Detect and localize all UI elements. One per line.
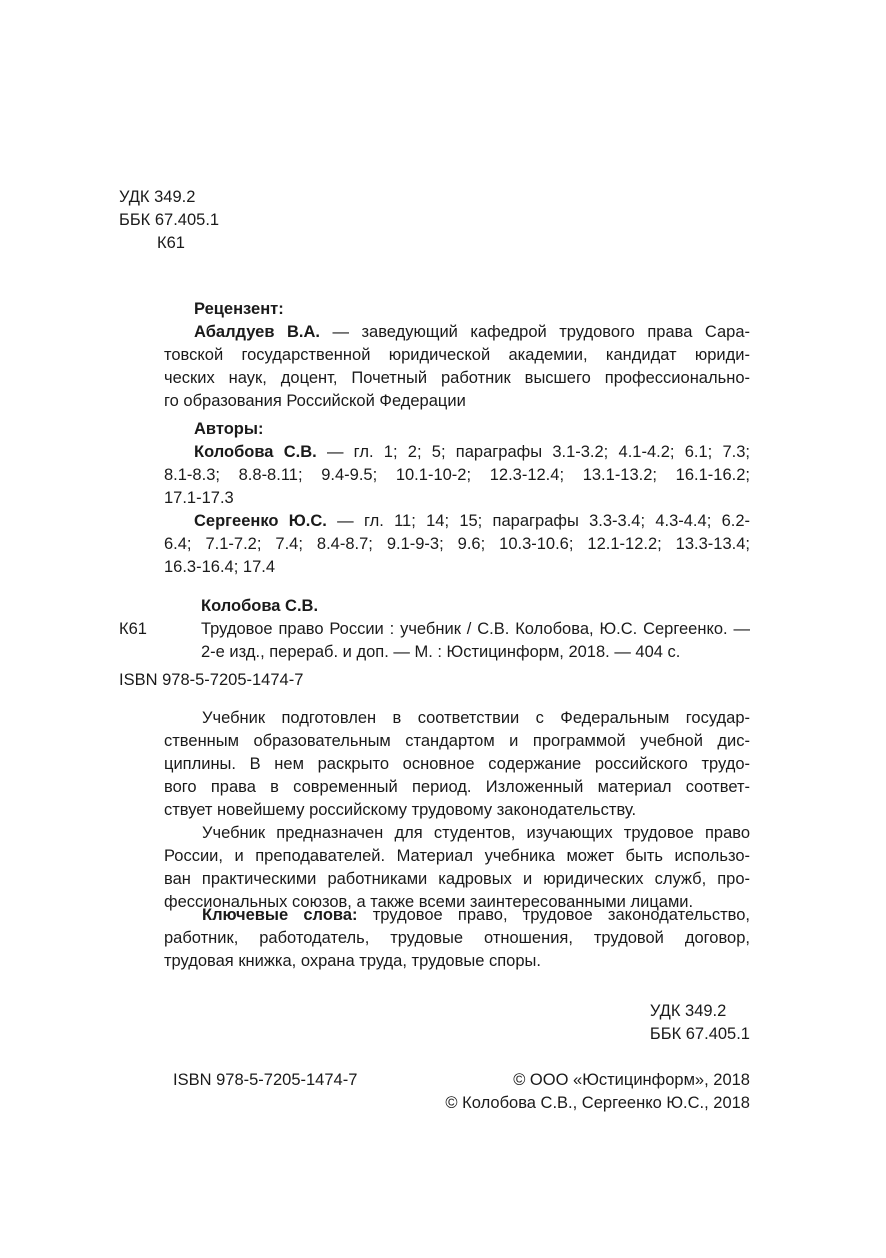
reviewer-section: [164, 298, 750, 413]
biblio-description: [201, 618, 750, 664]
keywords-line: трудовое право, трудовое законодательство,: [357, 906, 750, 924]
author-chapters: 16.3-16.4; 17.4: [164, 558, 276, 576]
reviewer-name: Абалдуев В.А.: [194, 323, 320, 341]
annotation-line: России, и преподавателей. Материал учебника может быть использо-: [164, 847, 750, 865]
author-chapters: 8.1-8.3; 8.8-8.11; 9.4-9.5; 10.1-10-2; 12.3-12.4; 13.1-13.2; 16.1-16.2;: [164, 466, 750, 484]
reviewer-text-line: товской государственной юридической академии, кандидат юриди-: [164, 346, 750, 364]
top-codes: [119, 186, 219, 255]
biblio-line: 2-е изд., перераб. и доп. — М. : Юстицинформ, 2018. — 404 с.: [201, 643, 681, 661]
annotation: [164, 707, 750, 914]
udk-code: УДК 349.2: [119, 188, 196, 206]
biblio-mark: К61: [119, 620, 147, 638]
biblio-line: Трудовое право России : учебник / С.В. Колобова, Ю.С. Сергеенко. —: [201, 620, 750, 638]
bbk-code: ББК 67.405.1: [649, 1025, 750, 1043]
biblio-isbn: ISBN 978-5-7205-1474-7: [119, 671, 304, 689]
annotation-line: фессиональных союзов, а также всеми заинтересованными лицами.: [164, 893, 694, 911]
author-name: Сергеенко Ю.С.: [194, 512, 327, 530]
keywords-label: Ключевые слова:: [202, 906, 358, 924]
keywords: [164, 904, 750, 973]
annotation-line: циплины. В нем раскрыто основное содержание российского трудо-: [164, 755, 750, 773]
bottom-codes: [650, 1000, 750, 1046]
annotation-line: ственным образовательным стандартом и программой учебной дис-: [164, 732, 750, 750]
copyright: [445, 1069, 750, 1115]
author-chapters: — гл. 1; 2; 5; параграфы 3.1-3.2; 4.1-4.2; 6.1; 7.3;: [316, 443, 750, 461]
bbk-code: ББК 67.405.1: [119, 211, 220, 229]
reviewer-text-line: го образования Российской Федерации: [164, 392, 466, 410]
author-mark: К61: [157, 234, 185, 252]
annotation-line: Учебник подготовлен в соответствии с Федеральным государ-: [202, 709, 750, 727]
author-name: Колобова С.В.: [194, 443, 317, 461]
annotation-line: Учебник предназначен для студентов, изучающих трудовое право: [202, 824, 750, 842]
annotation-line: ван практическими работниками кадровых и юридических служб, про-: [164, 870, 750, 888]
udk-code: УДК 349.2: [649, 1002, 727, 1020]
footer-isbn: ISBN 978-5-7205-1474-7: [173, 1071, 358, 1089]
copyright-publisher: © ООО «Юстицинформ», 2018: [513, 1071, 750, 1089]
author-chapters: 6.4; 7.1-7.2; 7.4; 8.4-8.7; 9.1-9-3; 9.6; 10.3-10.6; 12.1-12.2; 13.3-13.4;: [164, 535, 750, 553]
copyright-authors: © Колобова С.В., Сергеенко Ю.С., 2018: [445, 1094, 750, 1112]
reviewer-heading: Рецензент:: [194, 300, 284, 318]
authors-heading: Авторы:: [194, 420, 264, 438]
author-chapters: 17.1-17.3: [164, 489, 234, 507]
annotation-line: вого права в современный период. Изложенный материал соответ-: [164, 778, 750, 796]
author-chapters: — гл. 11; 14; 15; параграфы 3.3-3.4; 4.3-4.4; 6.2-: [326, 512, 750, 530]
reviewer-text-line: — заведующий кафедрой трудового права Сара-: [320, 323, 750, 341]
annotation-line: ствует новейшему российскому трудовому законодательству.: [164, 801, 637, 819]
keywords-line: работник, работодатель, трудовые отношения, трудовой договор,: [164, 929, 750, 947]
keywords-line: трудовая книжка, охрана труда, трудовые споры.: [164, 952, 541, 970]
reviewer-text-line: ческих наук, доцент, Почетный работник высшего профессионально-: [164, 369, 750, 387]
authors-section: [164, 418, 750, 579]
biblio-author: Колобова С.В.: [201, 597, 319, 615]
